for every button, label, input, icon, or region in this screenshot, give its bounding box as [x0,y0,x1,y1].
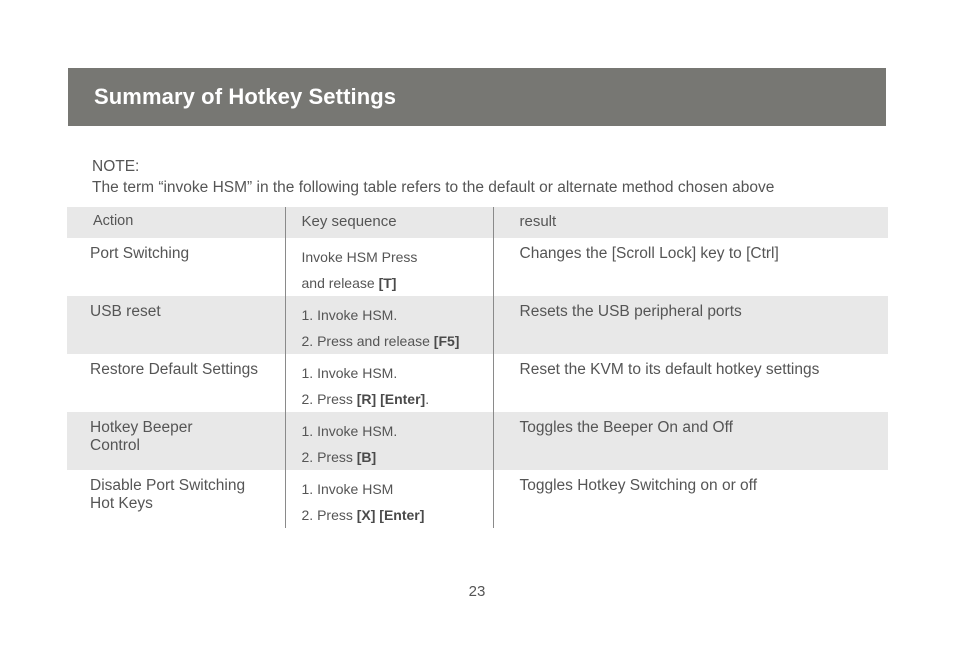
action-text: Hotkey Beeper [90,419,193,436]
key-step-text: 1. Invoke HSM. [301,307,398,323]
result-cell: Toggles the Beeper On and Off [493,412,888,470]
action-text: Hot Keys [90,495,153,512]
action-cell [67,296,285,354]
note-text: The term “invoke HSM” in the following table refers to the default or alternate method chosen above [92,179,775,196]
key-sequence-cell [285,296,493,354]
page-title: Summary of Hotkey Settings [94,84,397,109]
key-step [302,418,493,444]
key-step-text: 2. Press [301,507,357,523]
key-step [302,476,493,502]
key-sequence-cell [285,470,493,528]
page-number: 23 [468,583,486,600]
key-step-text: 2. Press and release [301,333,434,349]
key-combo: [X] [Enter] [356,507,425,523]
key-sequence-cell [285,354,493,412]
key-combo: [F5] [433,333,460,349]
key-step-text: Invoke HSM Press [301,249,418,265]
action-cell [67,354,285,412]
result-cell: Changes the [Scroll Lock] key to [Ctrl] [493,238,888,296]
table-row [67,296,888,354]
table-row [67,412,888,470]
key-sequence-cell [285,412,493,470]
key-combo: [R] [Enter] [356,391,426,407]
key-step [302,328,493,354]
action-cell [67,412,285,470]
action-cell [67,470,285,528]
hotkey-summary-table [67,207,888,528]
table-row [67,354,888,412]
action-text: Control [90,437,140,454]
key-step-text: 2. Press [301,391,357,407]
column-header-key-sequence: Key sequence [285,207,493,238]
column-header-action: Action [93,213,134,229]
action-text: Restore Default Settings [90,361,259,378]
key-combo: [B] [356,449,377,465]
action-text: USB reset [90,303,161,320]
key-step-text: 2. Press [301,449,357,465]
section-title-bar [68,68,886,126]
action-text: Disable Port Switching [90,477,246,494]
key-step [302,302,493,328]
key-step [302,270,493,296]
key-step-text: 1. Invoke HSM. [301,365,398,381]
key-step [302,360,493,386]
key-combo: [T] [378,275,397,291]
table-row [67,238,888,296]
key-step-text: 1. Invoke HSM. [301,423,398,439]
key-step [302,386,493,412]
key-step [302,502,493,528]
column-header-result: result [493,207,888,238]
key-step-text: and release [301,275,379,291]
key-step-text: 1. Invoke HSM [301,481,394,497]
key-step-suffix: . [425,391,430,407]
key-sequence-cell [285,238,493,296]
result-cell: Resets the USB peripheral ports [493,296,888,354]
note-block [92,156,774,198]
action-cell [67,238,285,296]
result-cell: Reset the KVM to its default hotkey settings [493,354,888,412]
table-row [67,470,888,528]
result-cell: Toggles Hotkey Switching on or off [493,470,888,528]
action-text: Port Switching [90,245,190,262]
key-step [302,444,493,470]
note-label: NOTE: [92,158,140,175]
key-step [302,244,493,270]
table-header-row [67,207,888,238]
